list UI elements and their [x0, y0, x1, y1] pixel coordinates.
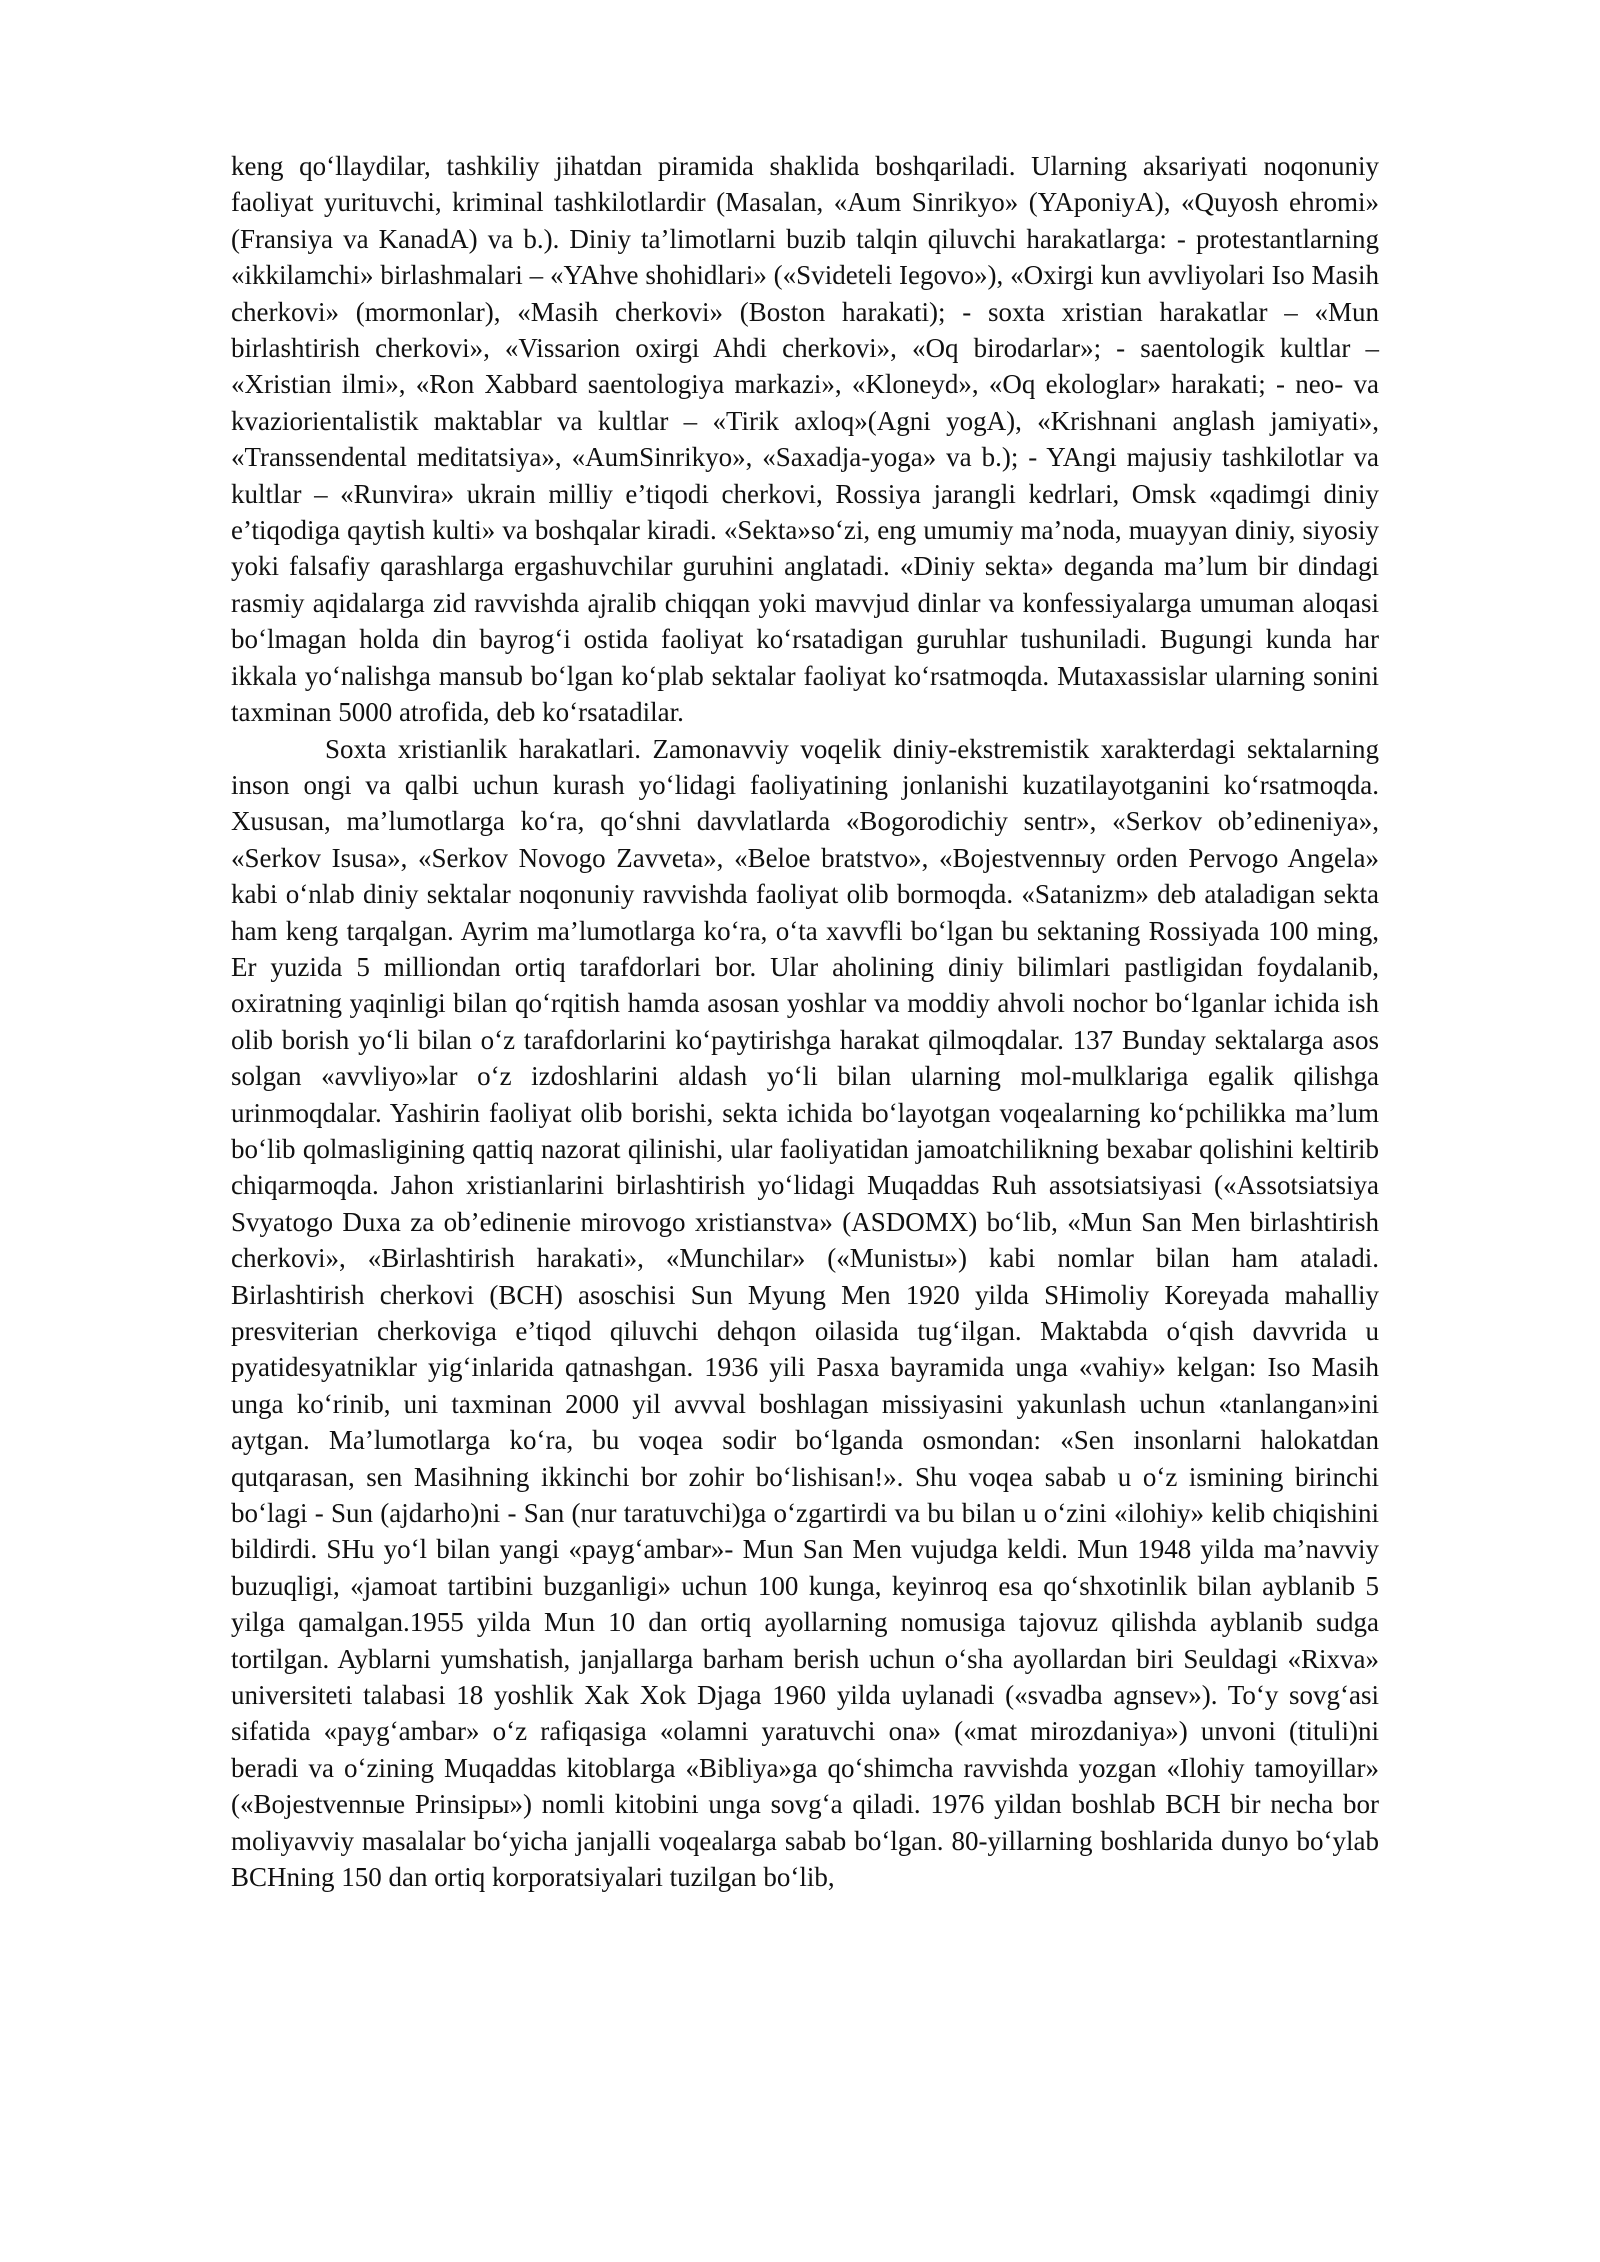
paragraph-soxta-xristianlik: Soxta xristianlik harakatlari. Zamonavviy voqelik diniy-ekstremistik xarakterdagi sektalarning inson ongi va qalbi uchun kurash yo‘lidagi faoliyatining jonlanishi kuzatilayotganini ko‘rsatmoqda. Xususan, ma’lumotlarga ko‘ra, qo‘shni davvlatlarda «Bogorodichiy sentr», «Serkov ob’edineniya», «Serkov Isusa», «Serkov Novogo Zavveta», «Beloe bratstvo», «Bojestvennыy orden Pervogo Angela» kabi o‘nlab diniy sektalar noqonuniy ravvishda faoliyat olib bormoqda. «Satanizm» deb ataladigan sekta ham keng tarqalgan. Ayrim ma’lumotlarga ko‘ra, o‘ta xavvfli bo‘lgan bu sektaning Rossiyada 100 ming, Er yuzida 5 milliondan ortiq tarafdorlari bor. Ular aholining diniy bilimlari pastligidan foydalanib, oxiratning yaqinligi bilan qo‘rqitish hamda asosan yoshlar va moddiy ahvoli nochor bo‘lganlar ichida ish olib borish yo‘li bilan o‘z tarafdorlarini ko‘paytirishga harakat qilmoqdalar. 137 Bunday sektalarga asos solgan «avvliyo»lar o‘z izdoshlarini aldash yo‘li bilan ularning mol-mulklariga egalik qilishga urinmoqdalar. Yashirin faoliyat olib borishi, sekta ichida bo‘layotgan voqealarning ko‘pchilikka ma’lum bo‘lib qolmasligining qattiq nazorat qilinishi, ular faoliyatidan jamoatchilikning bexabar qolishini keltirib chiqarmoqda. Jahon xristianlarini birlashtirish yo‘lidagi Muqaddas Ruh assotsiatsiyasi («Assotsiatsiya Svyatogo Duxa za ob’edinenie mirovogo xristianstva» (ASDOMX) bo‘lib, «Mun San Men birlashtirish cherkovi», «Birlashtirish harakati», «Munchilar» («Munistы») kabi nomlar bilan ham ataladi. Birlashtirish cherkovi (BCH) asoschisi Sun Myung Men 1920 yilda SHimoliy Koreyada mahalliy presviterian cherkoviga e’tiqod qiluvchi dehqon oilasida tug‘ilgan. Maktabda o‘qish davvrida u pyatidesyatniklar yig‘inlarida qatnashgan. 1936 yili Pasxa bayramida unga «vahiy» kelgan: Iso Masih unga ko‘rinib, uni taxminan 2000 yil avvval boshlagan missiyasini yakunlash uchun «tanlangan»ini aytgan. Ma’lumotlarga ko‘ra, bu voqea sodir bo‘lganda osmondan: «Sen insonlarni halokatdan qutqarasan, sen Masihning ikkinchi bor zohir bo‘lishisan!». Shu voqea sabab u o‘z ismining birinchi bo‘lagi - Sun (ajdarho)ni - San (nur taratuvchi)ga o‘zgartirdi va bu bilan u o‘zini «ilohiy» kelib chiqishini bildirdi. SHu yo‘l bilan yangi «payg‘ambar»- Mun San Men vujudga keldi. Mun 1948 yilda ma’navviy buzuqligi, «jamoat tartibini buzganligi» uchun 100 kunga, keyinroq esa qo‘shxotinlik bilan ayblanib 5 yilga qamalgan.1955 yilda Mun 10 dan ortiq ayollarning nomusiga tajovuz qilishda ayblanib sudga tortilgan. Ayblarni yumshatish, janjallarga barham berish uchun o‘sha ayollardan biri Seuldagi «Rixva» universiteti talabasi 18 yoshlik Xak Xok Djaga 1960 yilda uylanadi («svadba agnsev»). To‘y sovg‘asi sifatida «payg‘ambar» o‘z rafiqasiga «olamni yaratuvchi ona» («mat mirozdaniya») unvoni (tituli)ni beradi va o‘zining Muqaddas kitoblarga «Bibliya»ga qo‘shimcha ravvishda yozgan «Ilohiy tamoyillar» («Bojestvennыe Prinsipы») nomli kitobini unga sovg‘a qiladi. 1976 yildan boshlab BCH bir necha bor moliyavviy masalalar bo‘yicha janjalli voqealarga sabab bo‘lgan. 80-yillarning boshlarida dunyo bo‘ylab BCHning 150 dan ortiq korporatsiyalari tuzilgan bo‘lib, [231, 733, 1379, 1893]
document-page [231, 148, 1379, 1896]
paragraph-continuation: keng qo‘llaydilar, tashkiliy jihatdan piramida shaklida boshqariladi. Ularning aksariyati noqonuniy faoliyat yurituvchi, kriminal tashkilotlardir (Masalan, «Aum Sinrikyo» (YAponiyA), «Quyosh ehromi» (Fransiya va KanadA) va b.). Diniy ta’limotlarni buzib talqin qiluvchi harakatlarga: - protestantlarning «ikkilamchi» birlashmalari – «YAhve shohidlari» («Svideteli Iegovo»), «Oxirgi kun avvliyolari Iso Masih cherkovi» (mormonlar), «Masih cherkovi» (Boston harakati); - soxta xristian harakatlar – «Mun birlashtirish cherkovi», «Vissarion oxirgi Ahdi cherkovi», «Oq birodarlar»; - saentologik kultlar – «Xristian ilmi», «Ron Xabbard saentologiya markazi», «Kloneyd», «Oq ekologlar» harakati; - neo- va kvaziorientalistik maktablar va kultlar – «Tirik axloq»(Agni yogA), «Krishnani anglash jamiyati», «Transsendental meditatsiya», «AumSinrikyo», «Saxadja-yoga» va b.); - YAngi majusiy tashkilotlar va kultlar – «Runvira» ukrain milliy e’tiqodi cherkovi, Rossiya jarangli kedrlari, Omsk «qadimgi diniy e’tiqodiga qaytish kulti» va boshqalar kiradi. «Sekta»so‘zi, eng umumiy ma’noda, muayyan diniy, siyosiy yoki falsafiy qarashlarga ergashuvchilar guruhini anglatadi. «Diniy sekta» deganda ma’lum bir dindagi rasmiy aqidalarga zid ravvishda ajralib chiqqan yoki mavvjud dinlar va konfessiyalarga umuman aloqasi bo‘lmagan holda din bayrog‘i ostida faoliyat ko‘rsatadigan guruhlar tushuniladi. Bugungi kunda har ikkala yo‘nalishga mansub bo‘lgan ko‘plab sektalar faoliyat ko‘rsatmoqda. Mutaxassislar ularning sonini taxminan 5000 atrofida, deb ko‘rsatadilar. [231, 151, 1379, 728]
